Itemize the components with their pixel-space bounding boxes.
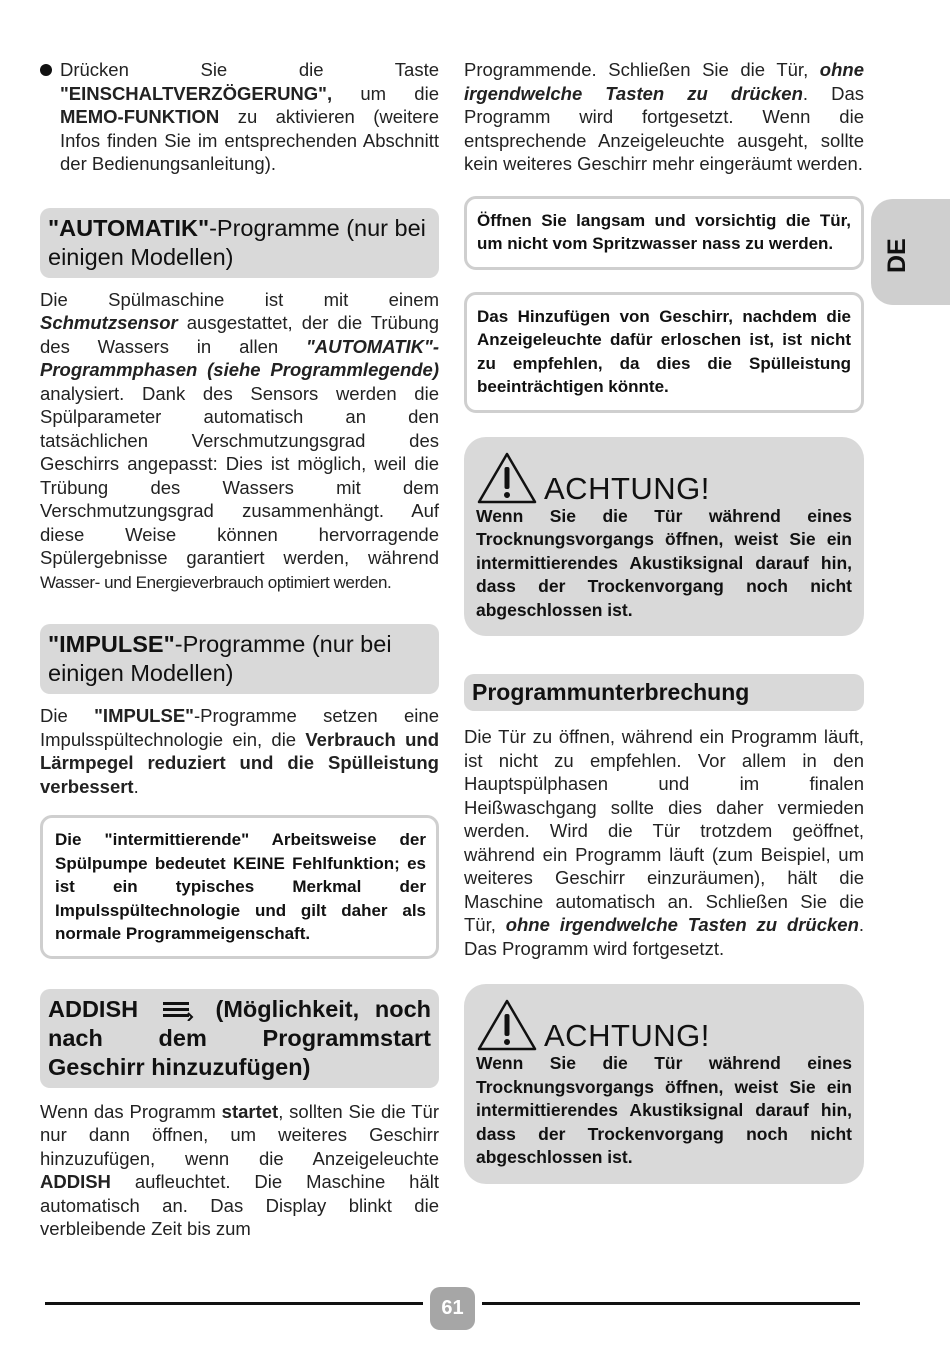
addish-heading-text: (Möglichkeit, noch nach dem Programmstart Geschirr hinzuzufügen) [48,995,431,1080]
automatik-text: ausgestattet, der die Trübung des Wassers in allen [40,312,439,357]
adding-dishes-text: Das Hinzufügen von Geschirr, nachdem die Anzeigeleuchte dafür erloschen ist, ist nicht zu empfehlen, da dies die Spülleistung beeinträchtigen könnte. [477,306,851,396]
continuation-text: . Das Programm wird fortgesetzt. Wenn die entsprechende Anzeigeleuchte ausgeht, sollte kein weiteres Geschirr mehr eingeräumt werden. [464,82,864,174]
automatik-heading [40,208,439,278]
warning-text: Wenn Sie die Tür während eines Trocknungsvorgangs öffnen, weist Sie ein intermittierendes Akustiksignal darauf hin, dass der Trockenvorgang noch nicht abgeschlossen ist. [476,505,852,620]
continuation-text: Programmende. Schließen Sie die Tür, [464,59,820,80]
automatik-sensor: Schmutzsensor [40,312,178,333]
open-slowly-note [464,196,864,270]
automatik-heading-text: -Programme (nur bei einigen Modellen) [48,214,426,270]
left-column [40,56,439,1241]
impulse-text: -Programme setzen eine Impulsspültechnologie ein, die [40,705,439,750]
warning-text: Wenn Sie die Tür während eines Trocknungsvorgangs öffnen, weist Sie ein intermittierendes Akustiksignal darauf hin, dass der Trockenvorgang noch nicht abgeschlossen ist. [476,1053,852,1167]
impulse-note-text: Die "intermittierende" Arbeitsweise der Spülpumpe bedeutet KEINE Fehlfunktion; es ist ein typisches Merkmal der Impulsspültechnologie und gilt daher als normale Programmeigenschaft. [55,830,426,943]
warning-box-2 [464,984,864,1184]
unterbrechung-emphasis: ohne irgendwelche Tasten zu drücken [505,914,859,935]
bullet-dot-icon [40,64,52,76]
warning-title: ACHTUNG! [544,470,710,506]
continuation-paragraph [464,58,864,176]
automatik-heading-bold: "AUTOMATIK" [48,214,210,241]
bullet-text: zu aktivieren (weitere Infos finden Sie im entsprechenden Abschnitt der Bedienungsanleitung). [60,106,439,174]
addish-heading-title: ADDISH [48,995,139,1022]
adding-dishes-note [464,292,864,413]
impulse-benefit: Verbrauch und Lärmpegel reduziert und die Spülleistung verbessert [40,728,440,797]
automatik-text: analysiert. Dank des Sensors werden die Spülparameter automatisch an den tatsächlichen Verschmutzungsgrad des Geschirrs angepasst: Dies ist möglich, weil die Trübung des Wassers mit dem Verschmutzungsgrad zusammenhängt. Auf diese Weise können hervorragende Spülergebnisse garantiert werden, während [40,382,439,568]
unterbrechung-paragraph [464,725,864,960]
automatik-text-end: Wasser- und Energieverbrauch optimiert werden. [40,572,392,592]
warning-box-1 [464,437,864,637]
open-slowly-text: Öffnen Sie langsam und vorsichtig die Tür, um nicht vom Spritzwasser nass zu werden. [477,210,851,253]
right-column [464,56,864,1184]
addish-paragraph [40,1100,439,1241]
unterbrechung-heading-text: Programmunterbrechung [472,679,750,705]
warning-triangle-icon [476,451,538,505]
addish-heading [40,989,439,1088]
addish-text: aufleuchtet. Die Maschine hält automatisch an. Das Display blinkt die verbleibende Zeit bis zum [40,1171,439,1239]
addish-dish-icon [160,999,194,1021]
addish-text: Wenn das Programm [40,1100,222,1122]
language-label: DE [883,238,911,273]
addish-indicator-name: ADDISH [40,1171,111,1192]
footer-rule-left [45,1302,423,1305]
automatik-phases: "AUTOMATIK"-Programmphasen (siehe Programmlegende) [40,335,439,380]
warning-title: ACHTUNG! [544,1018,710,1053]
unterbrechung-heading [464,674,864,711]
bullet-text: um die [332,82,439,104]
bullet-key-name: "EINSCHALTVERZÖGERUNG", [60,82,333,104]
automatik-text: Die Spülmaschine ist mit einem [40,288,439,310]
continuation-emphasis: ohne irgendwelche Tasten zu drücken [464,59,864,104]
bullet-memo-name: MEMO-FUNKTION [60,106,220,127]
addish-started: startet [221,1100,279,1122]
language-tab [871,199,950,305]
impulse-text: . [133,775,139,797]
impulse-heading-text: -Programme (nur bei einigen Modellen) [48,631,392,686]
warning-title-row [476,447,852,505]
impulse-note [40,815,439,959]
impulse-name: "IMPULSE" [94,705,194,726]
warning-title-row [476,994,852,1052]
warning-triangle-icon [476,998,538,1052]
footer-rule-right [482,1302,860,1305]
impulse-heading-bold: "IMPULSE" [48,631,175,657]
unterbrechung-text: . Das Programm wird fortgesetzt. [464,914,865,959]
bullet-text: Drücken Sie die Taste [60,59,439,80]
automatik-paragraph [40,288,439,595]
impulse-paragraph [40,704,439,798]
memo-bullet [40,58,439,176]
addish-text: , sollten Sie die Tür nur dann öffnen, um weiteres Geschirr hinzuzufügen, wenn die Anzeigeleuchte [40,1100,439,1169]
unterbrechung-text: Die Tür zu öffnen, während ein Programm läuft, ist nicht zu empfehlen. Vor allem in den Hauptspülphasen und im finalen Heißwaschgang sollte dies daher vermieden werden. Wird die Tür trotzdem geöffnet, während ein Programm läuft (zum Beispiel, um weiteres Geschirr einzuräumen), hält die Maschine automatisch an. Schließen Sie die Tür, [464,726,864,935]
page-number: 61 [430,1287,475,1330]
impulse-text: Die [40,705,95,726]
impulse-heading [40,624,439,694]
